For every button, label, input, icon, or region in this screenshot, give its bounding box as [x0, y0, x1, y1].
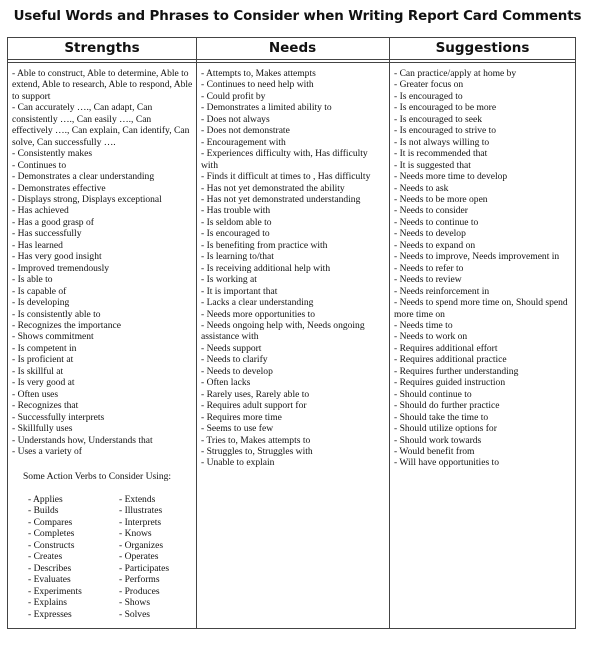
action-verb-item: - Interprets [119, 516, 162, 528]
action-verb-item: - Explains [28, 597, 67, 609]
needs-header: Needs [268, 40, 317, 56]
strength-item: - Often uses [12, 388, 59, 400]
comments-table [7, 37, 576, 629]
need-item: - Rarely uses, Rarely able to [201, 388, 310, 400]
suggestion-item: - Needs to improve, Needs improvement in [394, 251, 560, 263]
strength-item: - Consistently makes [12, 148, 93, 160]
strength-item: - Understands how, Understands that [12, 434, 153, 446]
suggestion-item: - Should continue to [394, 388, 472, 400]
need-item: - Is encouraged to [201, 228, 270, 240]
suggestion-item: - Would benefit from [394, 445, 475, 457]
action-verb-item: - Knows [119, 528, 152, 540]
action-verb-item: - Illustrates [119, 505, 163, 517]
suggestion-item: - Needs to spend more time on, Should spend more time on [394, 297, 568, 320]
action-verb-item: - Applies [28, 494, 63, 505]
header-divider-double [8, 62, 575, 63]
strength-item: - Has very good insight [12, 251, 102, 263]
action-verb-item: - Extends [119, 494, 156, 505]
action-verb-item: - Describes [28, 562, 72, 574]
suggestion-item: - Requires additional practice [394, 354, 507, 366]
need-item: - Does not always [201, 113, 270, 125]
suggestion-item: - Should do further practice [394, 400, 500, 412]
strength-item: - Is very good at [12, 377, 75, 389]
suggestion-item: - Is encouraged to [394, 90, 463, 102]
need-item: - Needs to clarify [201, 354, 268, 366]
strength-item: - Is capable of [12, 285, 67, 297]
suggestion-item: - Needs reinforcement in [394, 285, 490, 297]
suggestion-item: - Needs to be more open [394, 193, 488, 205]
action-verb-item: - Solves [119, 608, 151, 620]
action-verbs-right [119, 494, 169, 620]
strength-item: - Improved tremendously [12, 262, 110, 274]
strengths-list [12, 68, 194, 457]
suggestion-item: - Needs time to [394, 319, 453, 331]
action-verb-item: - Operates [119, 551, 159, 563]
column-divider [196, 38, 197, 628]
strength-item: - Has achieved [12, 205, 69, 217]
suggestions-list [394, 68, 575, 469]
strength-item: - Displays strong, Displays exceptional [12, 193, 162, 205]
need-item: - Continues to need help with [201, 79, 314, 91]
suggestion-item: - Needs to continue to [394, 216, 479, 228]
need-item: - Could profit by [201, 90, 266, 102]
strength-item: - Successfully interprets [12, 411, 105, 423]
action-verb-item: - Expresses [28, 608, 72, 620]
need-item: - Tries to, Makes attempts to [201, 434, 311, 446]
need-item: - Needs more opportunities to [201, 308, 316, 320]
need-item: - Struggles to, Struggles with [201, 445, 313, 457]
need-item: - Experiences difficulty with, Has difficulty with [201, 148, 368, 171]
suggestion-item: - Should take the time to [394, 411, 489, 423]
action-verb-item: - Compares [28, 516, 73, 528]
strengths-header: Strengths [64, 40, 140, 56]
suggestion-item: - Requires guided instruction [394, 377, 506, 389]
strength-item: - Can accurately …., Can adapt, Can consistently …., Can easily …., Can effectively …., Can explain, Can identify, Can solve, Can successfully …. [12, 102, 190, 148]
suggestion-item: - Needs to review [394, 274, 462, 286]
suggestion-item: - Will have opportunities to [394, 457, 499, 469]
strength-item: - Demonstrates effective [12, 182, 106, 194]
need-item: - Needs support [201, 342, 262, 354]
action-verb-item: - Shows [119, 597, 151, 609]
strength-item: - Is developing [12, 297, 70, 309]
need-item: - Has not yet demonstrated understanding [201, 193, 361, 205]
suggestion-item: - It is suggested that [394, 159, 471, 171]
need-item: - Finds it difficult at times to , Has difficulty [201, 171, 371, 183]
needs-list [201, 68, 386, 469]
need-item: - Is learning to/that [201, 251, 274, 263]
action-verbs-title: Some Action Verbs to Consider Using: [23, 471, 172, 482]
suggestion-item: - Can practice/apply at home by [394, 68, 517, 79]
suggestion-item: - Is encouraged to seek [394, 113, 483, 125]
need-item: - Needs to develop [201, 365, 273, 377]
action-verb-item: - Performs [119, 574, 160, 586]
suggestion-item: - Needs to develop [394, 228, 466, 240]
action-verb-item: - Produces [119, 585, 160, 597]
strength-item: - Recognizes that [12, 400, 79, 412]
action-verb-item: - Experiments [28, 585, 82, 597]
suggestion-item: - Needs to ask [394, 182, 449, 194]
strength-item: - Continues to [12, 159, 67, 171]
suggestion-item: - Should utilize options for [394, 423, 497, 435]
suggestion-item: - Needs more time to develop [394, 171, 508, 183]
document-title: Useful Words and Phrases to Consider when Writing Report Card Comments [13, 9, 582, 24]
need-item: - Is seldom able to [201, 216, 272, 228]
suggestion-item: - It is recommended that [394, 148, 488, 160]
suggestions-header: Suggestions [435, 40, 530, 56]
suggestion-item: - Is encouraged to be more [394, 102, 497, 114]
header-divider [8, 59, 575, 60]
need-item: - Is working at [201, 274, 257, 286]
suggestion-item: - Is encouraged to strive to [394, 125, 497, 137]
need-item: - Is benefiting from practice with [201, 239, 328, 251]
suggestion-item: - Needs to expand on [394, 239, 476, 251]
strength-item: - Demonstrates a clear understanding [12, 171, 155, 183]
need-item: - Encouragement with [201, 136, 286, 148]
need-item: - Requires more time [201, 411, 282, 423]
strength-item: - Is consistently able to [12, 308, 101, 320]
suggestion-item: - Greater focus on [394, 79, 464, 91]
strength-item: - Shows commitment [12, 331, 94, 343]
need-item: - Requires adult support for [201, 400, 307, 412]
suggestion-item: - Should work towards [394, 434, 482, 446]
action-verbs-left [28, 494, 82, 620]
strength-item: - Skillfully uses [12, 423, 73, 435]
suggestion-item: - Needs to refer to [394, 262, 464, 274]
suggestion-item: - Needs to work on [394, 331, 468, 343]
need-item: - Has trouble with [201, 205, 271, 217]
strength-item: - Is able to [12, 274, 53, 286]
strength-item: - Able to construct, Able to determine, Able to extend, Able to research, Able to respond, Able to support [12, 68, 193, 102]
need-item: - It is important that [201, 285, 278, 297]
strength-item: - Is competent in [12, 342, 77, 354]
action-verb-item: - Constructs [28, 539, 75, 551]
strength-item: - Has a good grasp of [12, 216, 94, 228]
need-item: - Needs ongoing help with, Needs ongoing assistance with [201, 319, 365, 343]
need-item: - Often lacks [201, 377, 251, 389]
suggestion-item: - Needs to consider [394, 205, 468, 217]
need-item: - Does not demonstrate [201, 125, 290, 137]
strength-item: - Has learned [12, 239, 63, 251]
action-verb-item: - Evaluates [28, 574, 71, 586]
strength-item: - Has successfully [12, 228, 82, 240]
suggestion-item: - Requires further understanding [394, 365, 519, 377]
need-item: - Is receiving additional help with [201, 262, 331, 274]
strength-item: - Is proficient at [12, 354, 74, 366]
action-verb-item: - Completes [28, 528, 75, 540]
need-item: - Seems to use few [201, 423, 274, 435]
suggestion-item: - Is not always willing to [394, 136, 490, 148]
action-verb-item: - Participates [119, 562, 170, 574]
strength-item: - Uses a variety of [12, 445, 82, 457]
action-verb-item: - Organizes [119, 539, 164, 551]
action-verb-item: - Creates [28, 551, 63, 563]
strength-item: - Is skillful at [12, 365, 64, 377]
column-divider [389, 38, 390, 628]
strength-item: - Recognizes the importance [12, 319, 121, 331]
action-verb-item: - Builds [28, 505, 59, 517]
need-item: - Has not yet demonstrated the ability [201, 182, 345, 194]
need-item: - Lacks a clear understanding [201, 297, 314, 309]
need-item: - Attempts to, Makes attempts [201, 68, 316, 79]
need-item: - Unable to explain [201, 457, 275, 469]
suggestion-item: - Requires additional effort [394, 342, 498, 354]
need-item: - Demonstrates a limited ability to [201, 102, 332, 114]
